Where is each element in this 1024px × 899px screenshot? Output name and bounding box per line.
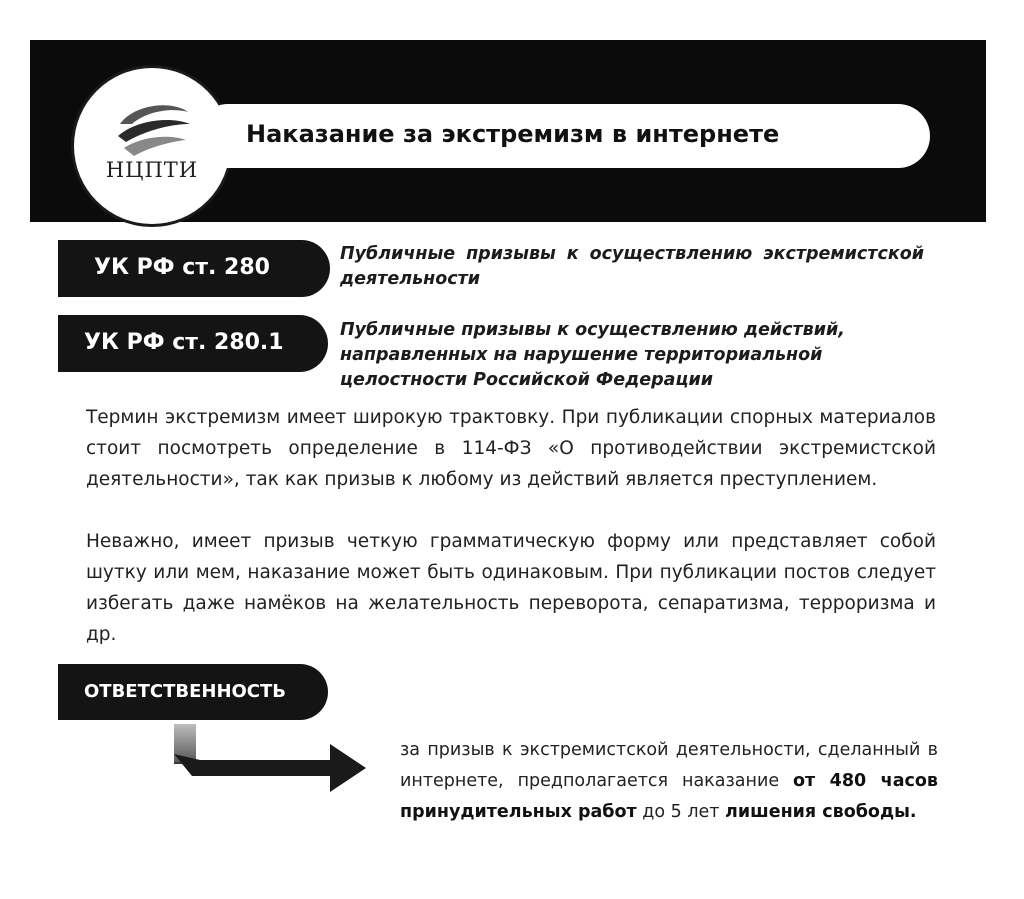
article-description-280: Публичные призывы к осуществлению экстремистской деятельности xyxy=(340,244,924,289)
article-description-280-1: Публичные призывы к осуществлению действий, направленных на нарушение территориальной целостности Российской Федерации xyxy=(340,320,845,390)
penalty-prison: лишения свободы. xyxy=(725,802,917,822)
responsibility-text: за призыв к экстремистской деятельности, сделанный в интернете, предполагается наказание от 480 часов принудительных работ до 5 лет лишения свободы. xyxy=(400,740,938,822)
body-paragraph-1: Термин экстремизм имеет широкую трактовку. При публикации спорных материалов стоит посмотреть определение в 114-ФЗ «О противодействии экстремистской деятельности», так как призыв к любому из действий является преступлением. xyxy=(86,407,936,490)
responsibility-tab xyxy=(58,664,328,720)
responsibility-label: ОТВЕТСТВЕННОСТЬ xyxy=(84,681,287,702)
article-tab-280-1 xyxy=(58,315,328,372)
penalty-hours: от 480 часов принудительных работ xyxy=(400,771,938,822)
right-arrow-icon xyxy=(170,724,370,804)
article-code: УК РФ ст. 280 xyxy=(94,255,270,280)
logo-text: НЦПТИ xyxy=(105,158,199,182)
article-tab-280 xyxy=(58,240,330,297)
title-banner xyxy=(196,104,930,168)
body-paragraph-2: Неважно, имеет призыв четкую грамматическую форму или представляет собой шутку или мем, наказание может быть одинаковым. При публикации постов следует избегать даже намёков на желательность переворота, сепаратизма, терроризма и др. xyxy=(86,531,936,645)
article-code: УК РФ ст. 280.1 xyxy=(84,330,284,355)
page-title: Наказание за экстремизм в интернете xyxy=(246,120,780,148)
swoosh-logo-icon xyxy=(114,102,194,162)
